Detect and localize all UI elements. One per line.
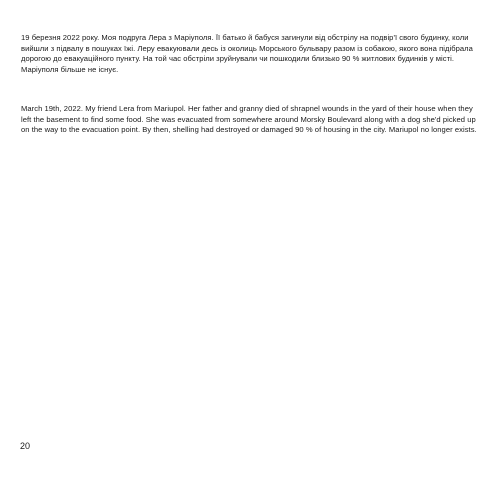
- page-number: 20: [20, 441, 31, 451]
- paragraph-ukrainian: 19 березня 2022 року. Моя подруга Лера з Маріуполя. Її батько й бабуся загинули від обстрілу на подвір'ї свого будинку, коли вийшли з підвалу в пошуках їжі. Леру евакуювали десь із околиць Морського бульвару разом із собакою, якого вона підібрала дорогою до евакуаційного пункту. На той час обстріли зруйнували чи пошкодили близько 90 % житлових будинків у місті. Маріуполя більше не існує.: [21, 33, 473, 74]
- paragraph-english: March 19th, 2022. My friend Lera from Mariupol. Her father and granny died of shrapnel wounds in the yard of their house when they left the basement to find some food. She was evacuated from somewhere around Morsky Boulevard along with a dog she'd picked up on the way to the evacuation point. By then, shelling had destroyed or damaged 90 % of housing in the city. Mariupol no longer exists.: [21, 104, 477, 135]
